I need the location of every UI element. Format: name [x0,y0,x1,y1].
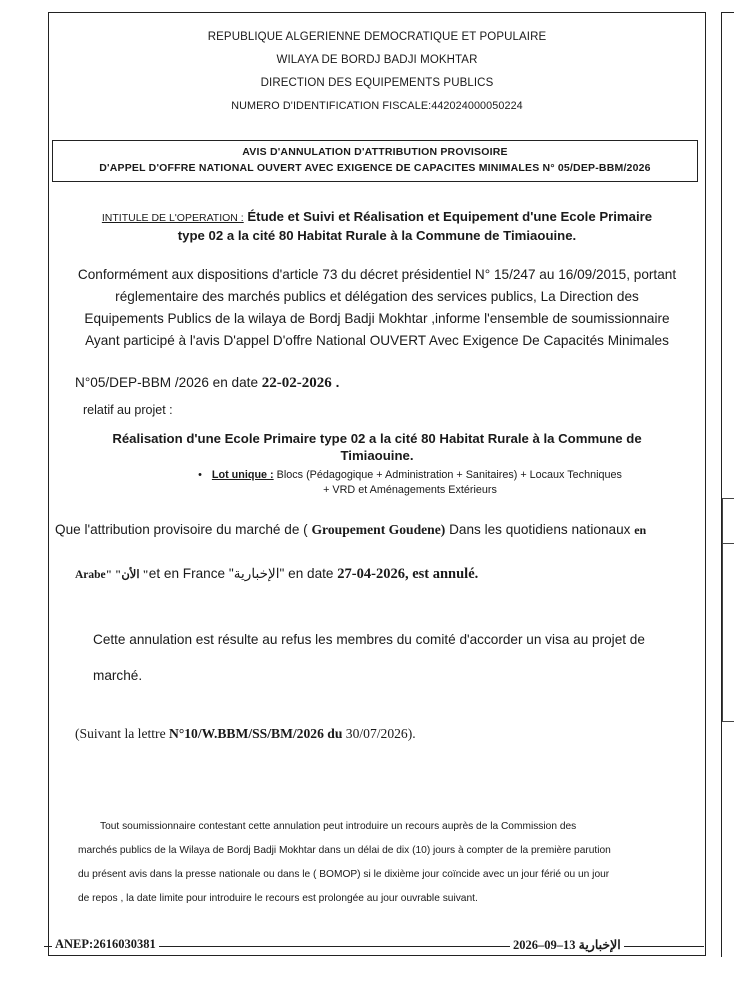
tender-reference-prefix: N°05/DEP-BBM /2026 en date [75,375,262,390]
attribution-line-2 [75,566,478,583]
operation-title [48,208,706,245]
adjacent-column-frame [721,12,734,957]
footer-newspaper-date: الإخبارية 13–09–2026 [510,937,624,953]
attribution-text-c: Dans les quotidiens nationaux [445,522,635,537]
header-wilaya: WILAYA DE BORDJ BADJI MOKHTAR [276,54,478,66]
relatif-label: relatif au projet : [83,403,173,417]
operation-line-2: type 02 a la cité 80 Habitat Rurale à la Commune de Timiaouine. [177,228,577,243]
recourse-line-1: Tout soumissionnaire contestant cette annulation peut introduire un recours auprès de la Commission des [100,821,577,832]
bullet-icon: • [198,469,202,481]
attribution-text-a: Que l'attribution provisoire du marché de ( [55,522,312,537]
operation-line-1: Étude et Suivi et Réalisation et Equipement d'une Ecole Primaire [243,209,653,224]
lot-text-2: + VRD et Aménagements Extérieurs [323,484,497,496]
lot-item [130,468,690,498]
letter-date: 30/07/2026). [345,726,416,741]
reason-line-2: marché. [93,668,143,683]
letter-text-a: (Suivant la lettre [75,726,169,741]
attribution-french-paper: et en France "الإخبارية" [148,566,289,581]
operation-label: INTITULE DE L'OPERATION : [101,212,244,224]
adjacent-box [722,498,734,722]
body-line-4: Ayant participé à l'avis D'appel D'offre National OUVERT Avec Exigence De Capacités Minimales [85,333,669,348]
project-line-1: Réalisation d'une Ecole Primaire type 02 a la cité 80 Habitat Rurale à la Commune de [112,431,642,446]
body-line-1: Conformément aux dispositions d'article 73 du décret présidentiel N° 15/247 au 16/09/2015, portant [77,267,677,282]
body-line-3: Equipements Publics de la wilaya de Bordj Badji Mokhtar ,informe l'ensemble de soumissionnaire [84,311,670,326]
tender-date: 22-02-2026 [261,375,332,391]
lot-label: Lot unique : [211,469,274,481]
body-line-2: réglementaire des marchés publics et délégation des services publics, La Direction des [115,289,639,304]
notice-subtitle: D'APPEL D'OFFRE NATIONAL OUVERT AVEC EXIGENCE DE CAPACITES MINIMALES N° 05/DEP-BBM/2026 [99,162,651,174]
header-republic: REPUBLIQUE ALGERIENNE DEMOCRATIQUE ET POPULAIRE [207,31,547,43]
attribution-date-label: en date [288,566,338,581]
letter-text-c: du [323,726,346,741]
project-line-2: Timiaouine. [340,448,414,463]
attribution-text-d: en [634,523,647,537]
lot-text-1: Blocs (Pédagogique + Administration + Sanitaires) + Locaux Techniques [273,469,622,481]
letter-reference [75,726,416,742]
reason-line-1: Cette annulation est résulte au refus les membres du comité d'accorder un visa au projet de [93,632,645,647]
letter-number: N°10/W.BBM/SS/BM/2026 [169,726,324,741]
header-nif: NUMERO D'IDENTIFICATION FISCALE:442024000050224 [231,100,523,112]
recourse-line-3: du présent avis dans la presse nationale ou dans le ( BOMOP) si le dixième jour coïncide avec un jour férié ou un jour [78,869,610,880]
tender-reference-suffix: . [331,375,340,390]
attribution-arabic-paper: Arabe" "الأن " [75,569,149,581]
header-direction: DIRECTION DES EQUIPEMENTS PUBLICS [260,77,494,89]
attribution-company: Groupement Goudene) [311,522,446,537]
notice-subject-box [52,140,698,182]
adjacent-box-divider [722,543,734,544]
notice-title: AVIS D'ANNULATION D'ATTRIBUTION PROVISOIRE [242,146,508,158]
project-title [48,430,706,464]
footer-anep-code: ANEP:2616030381 [52,937,159,952]
recourse-line-2: marchés publics de la Wilaya de Bordj Badji Mokhtar dans un délai de dix (10) jours à compter de la première parution [78,845,611,856]
body-paragraph [48,264,706,352]
attribution-line-1 [55,522,646,538]
recourse-line-4: de repos , la date limite pour introduire le recours est prolongée au jour ouvrable suivant. [78,893,478,904]
tender-reference [75,375,339,392]
attribution-date: 27-04-2026, est annulé. [337,566,479,582]
